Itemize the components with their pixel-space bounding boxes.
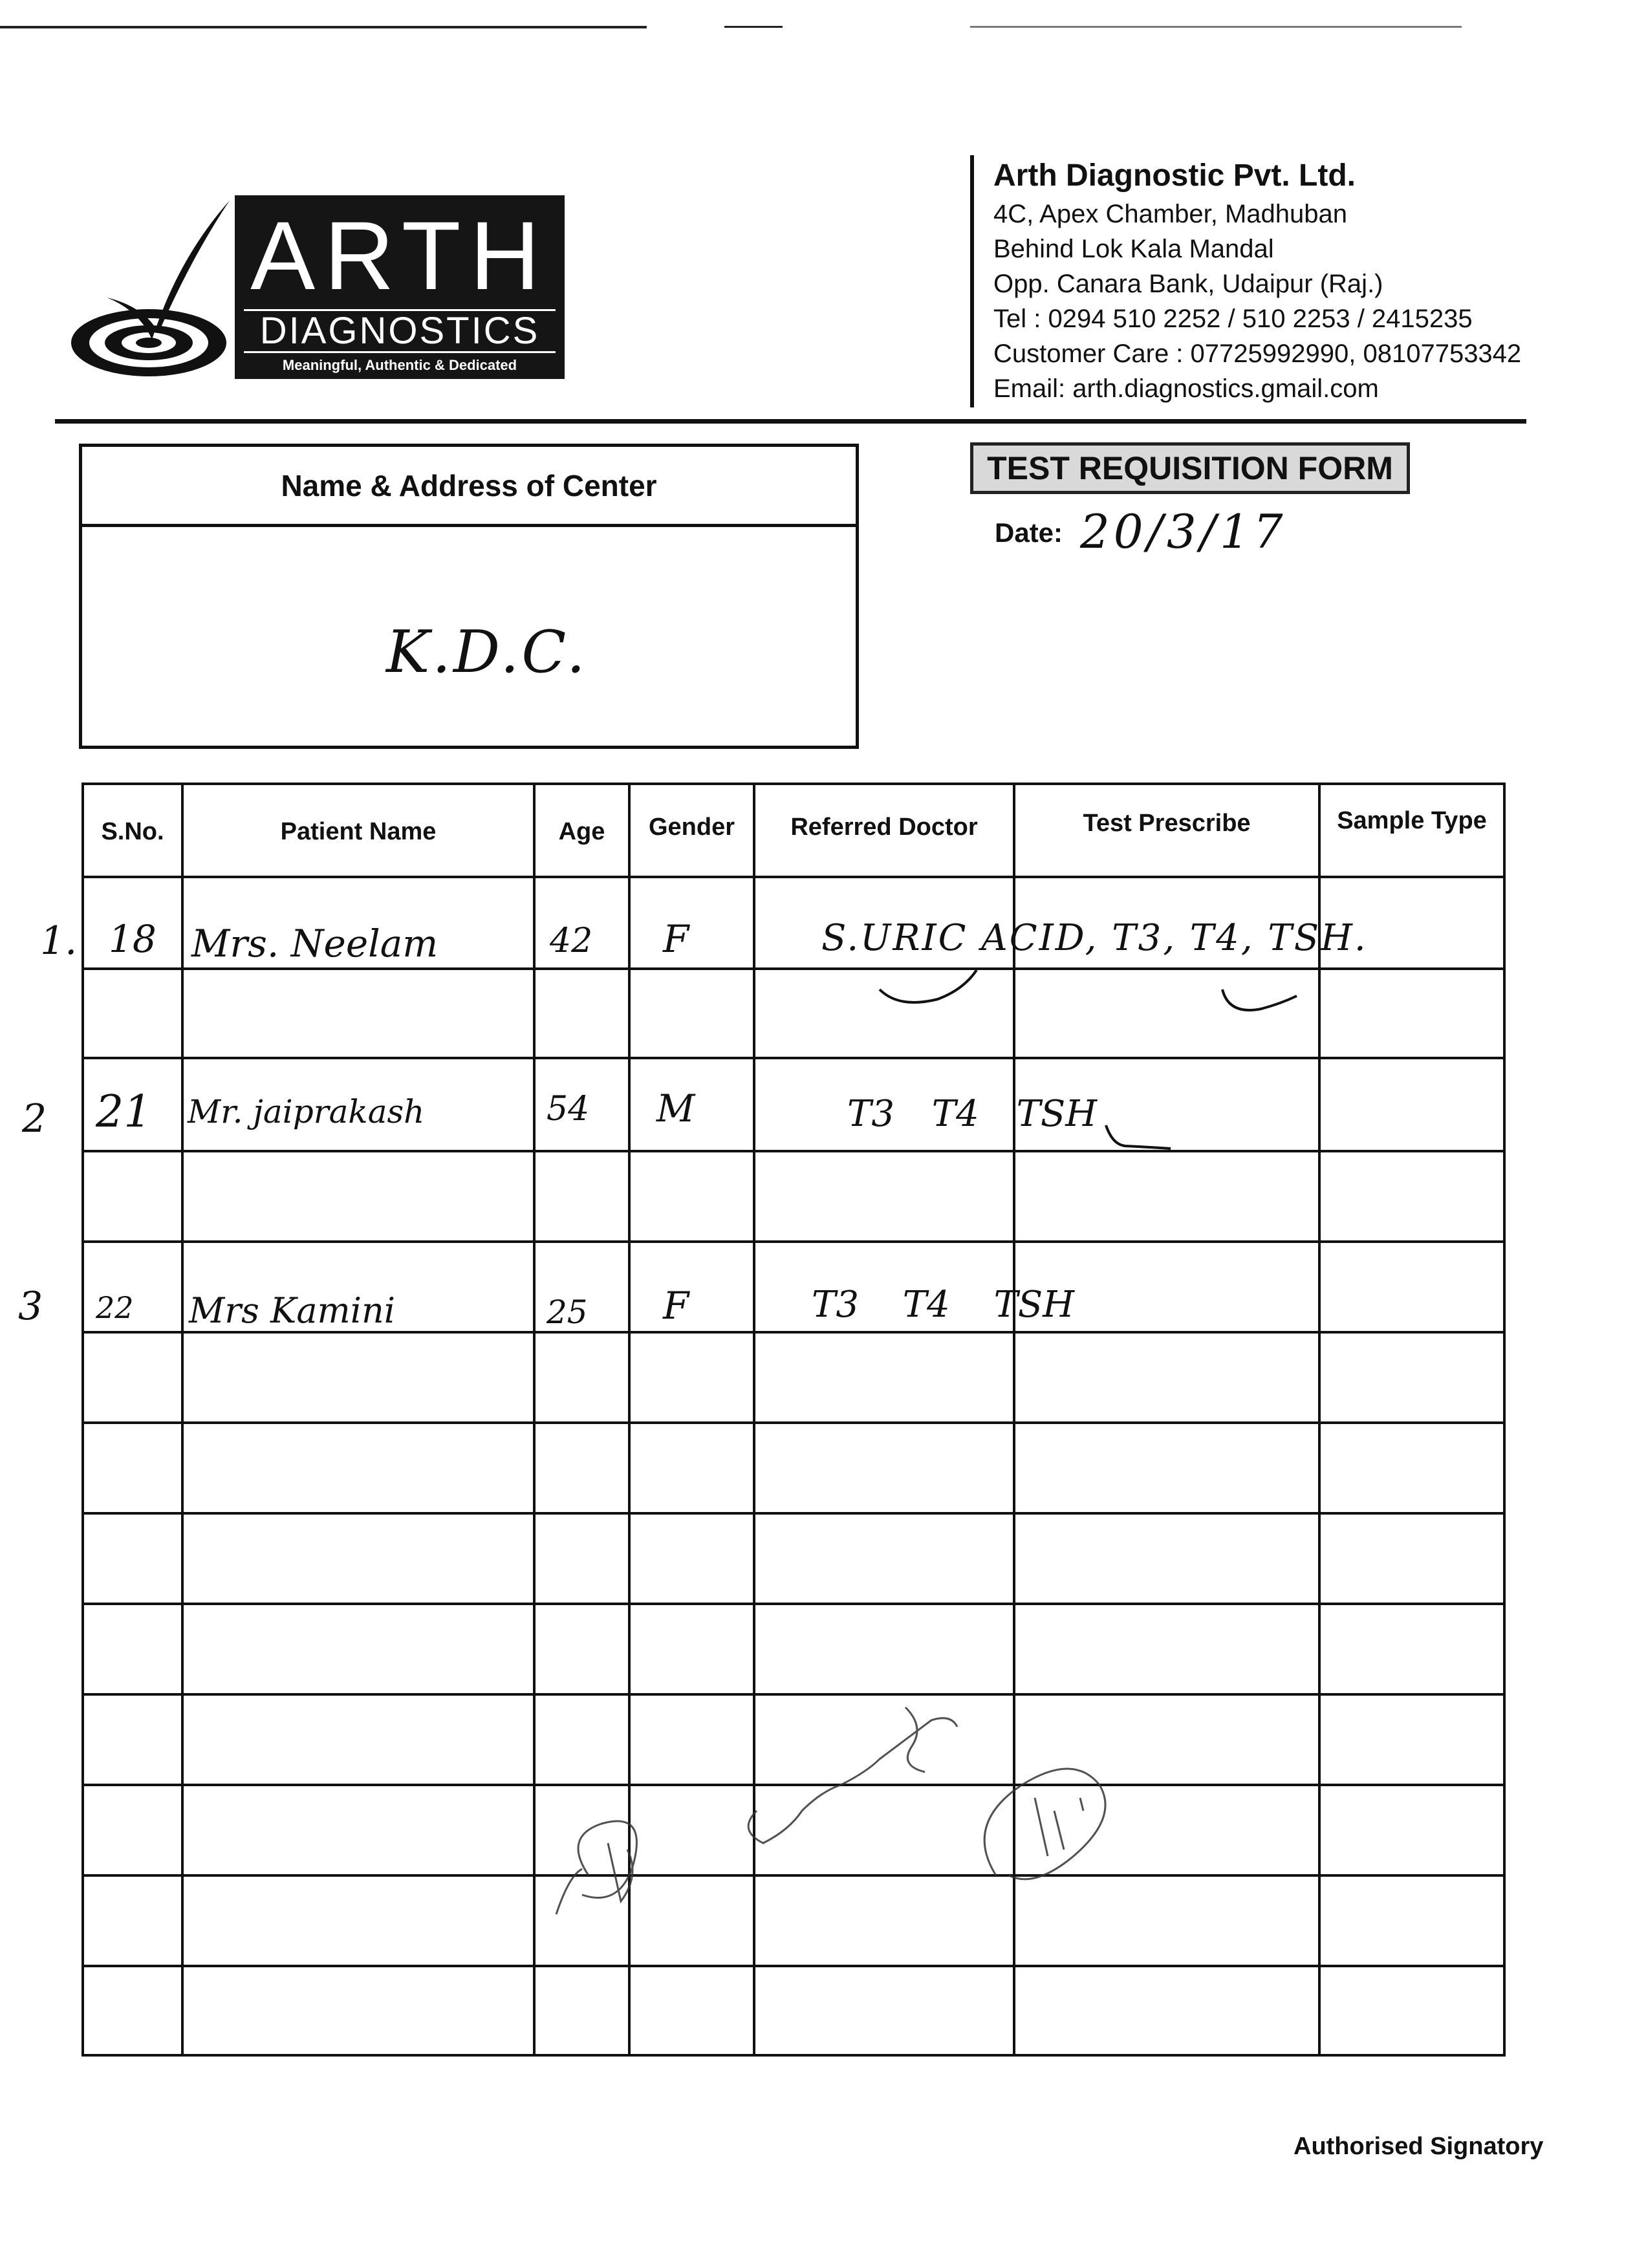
table-cell-patient-name[interactable]: Mrs Kamini	[189, 1290, 396, 1331]
logo-brand: ARTH	[250, 201, 549, 310]
email-line: Email: arth.diagnostics.gmail.com	[993, 374, 1379, 403]
address-line: Opp. Canara Bank, Udaipur (Raj.)	[993, 270, 1383, 298]
target-check-icon	[68, 188, 243, 382]
authorised-signatory-label: Authorised Signatory	[1294, 2133, 1544, 2160]
row-marker: 1.	[40, 918, 78, 964]
table-cell-tests[interactable]: S.URIC ACID, T3, T4, TSH.	[821, 917, 1368, 959]
customer-care-line: Customer Care : 07725992990, 08107753342	[993, 340, 1522, 368]
scan-artifact-line	[970, 26, 1462, 28]
date-label: Date:	[995, 517, 1063, 548]
col-header-gender: Gender	[648, 814, 735, 841]
center-label: Name & Address of Center	[82, 447, 856, 527]
scan-artifact-line	[0, 26, 647, 28]
table-cell-sno[interactable]: 21	[96, 1086, 152, 1138]
company-text	[993, 155, 1521, 406]
col-header-referred-doctor: Referred Doctor	[790, 814, 978, 841]
col-header-test-prescribe: Test Prescribe	[1083, 810, 1251, 837]
table-cell-patient-name[interactable]: Mr. jaiprakash	[188, 1093, 425, 1130]
logo-subtitle: DIAGNOSTICS	[244, 309, 556, 353]
table-cell-age[interactable]: 42	[550, 922, 593, 960]
table-cell-sno[interactable]: 22	[96, 1290, 134, 1325]
table-cell-tests[interactable]: T3 T4 TSH	[812, 1284, 1075, 1326]
date-value[interactable]: 20/3/17	[1080, 504, 1287, 559]
logo-tagline: Meaningful, Authentic & Dedicated	[282, 357, 517, 373]
company-name: Arth Diagnostic Pvt. Ltd.	[993, 158, 1356, 193]
company-divider	[970, 155, 974, 407]
company-logo	[68, 188, 572, 382]
scan-artifact-line	[724, 26, 783, 28]
center-box	[79, 444, 859, 749]
check-mark-icon	[873, 964, 1002, 1015]
table-cell-gender[interactable]: F	[663, 1284, 689, 1328]
table-cell-tests[interactable]: T3 T4 TSH	[847, 1093, 1098, 1135]
signature-scribble-icon	[543, 1681, 1229, 1953]
header-rule	[55, 419, 1526, 424]
form-title: TEST REQUISITION FORM	[970, 442, 1410, 494]
table-cell-age[interactable]: 54	[547, 1090, 590, 1129]
col-header-patient-name: Patient Name	[280, 818, 437, 845]
underline-stroke-icon	[1099, 1119, 1177, 1158]
table-cell-age[interactable]: 25	[547, 1293, 588, 1331]
table-cell-gender[interactable]: F	[663, 917, 689, 961]
col-header-sno: S.No.	[101, 818, 164, 845]
row-marker: 3	[18, 1284, 43, 1329]
center-value[interactable]: K.D.C.	[386, 618, 588, 686]
logo-wordmark	[235, 195, 565, 379]
check-mark-icon	[1216, 983, 1306, 1028]
table-cell-gender[interactable]: M	[656, 1086, 695, 1130]
table-cell-patient-name[interactable]: Mrs. Neelam	[191, 922, 439, 966]
table-cell-sno[interactable]: 18	[109, 917, 157, 961]
col-header-age: Age	[558, 818, 605, 845]
address-line: 4C, Apex Chamber, Madhuban	[993, 200, 1348, 228]
col-header-sample-type: Sample Type	[1337, 807, 1487, 834]
row-marker: 2	[22, 1096, 47, 1141]
address-line: Behind Lok Kala Mandal	[993, 235, 1274, 263]
phone-line: Tel : 0294 510 2252 / 510 2253 / 2415235	[993, 305, 1473, 333]
